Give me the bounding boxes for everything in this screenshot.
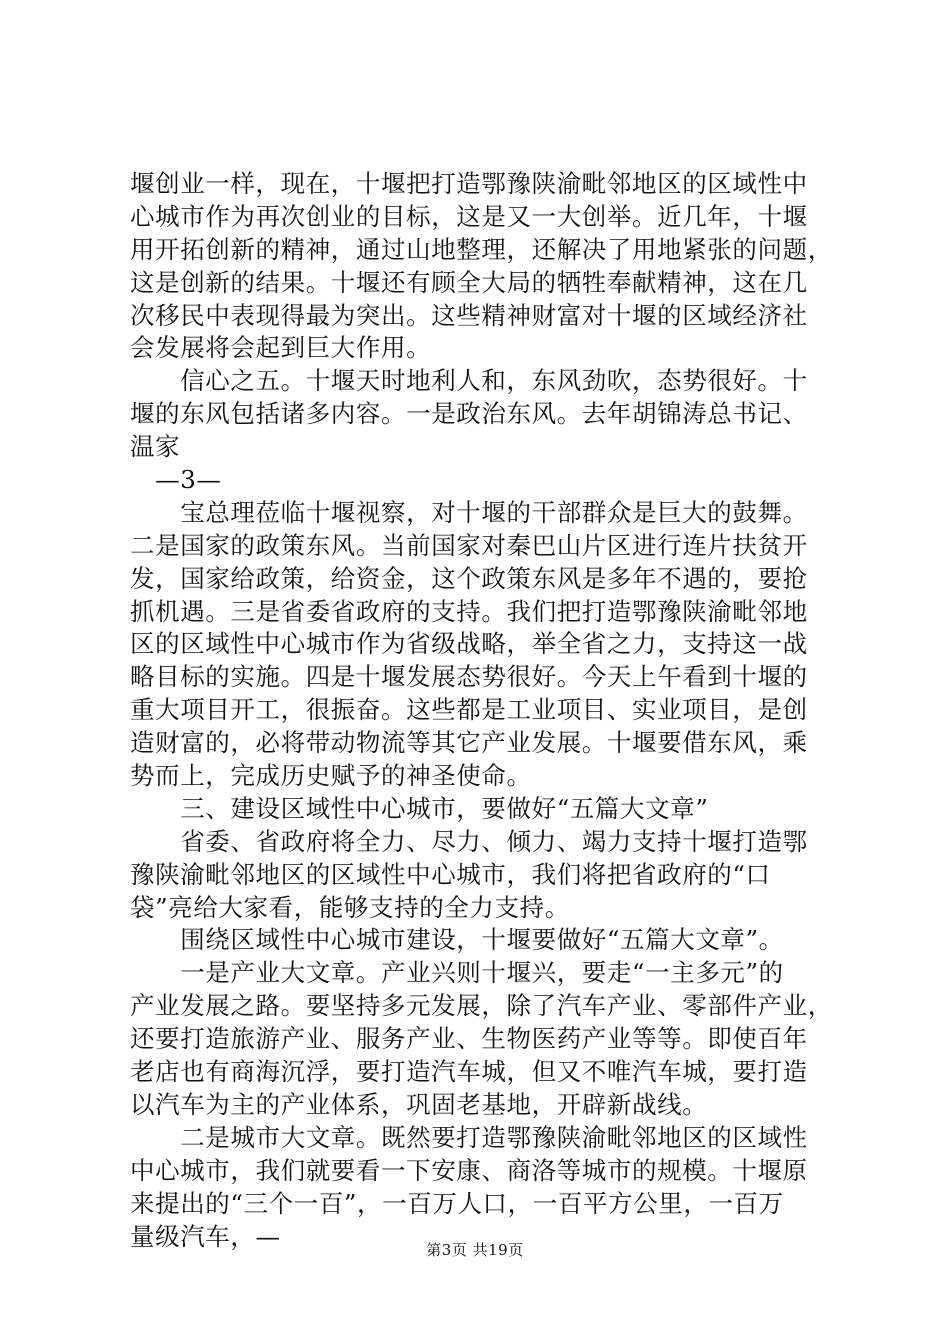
text-line: 老店也有商海沉浮，要打造汽车城，但又不唯汽车城，要打造	[130, 1057, 808, 1087]
text-line: 二是城市大文章。既然要打造鄂豫陕渝毗邻地区的区域性	[130, 1122, 808, 1152]
text-line: 袋”亮给大家看，能够支持的全力支持。	[130, 892, 570, 922]
text-line: 信心之五。十堰天时地利人和，东风劲吹，态势很好。十	[130, 366, 808, 396]
text-line: 区的区域性中心城市作为省级战略，举全省之力，支持这一战	[130, 629, 808, 659]
text-line: 中心城市，我们就要看一下安康、商洛等城市的规模。十堰原	[130, 1155, 808, 1185]
text-line: 重大项目开工，很振奋。这些都是工业项目、实业项目，是创	[130, 695, 808, 725]
text-line: 用开拓创新的精神，通过山地整理，还解决了用地紧张的问题，	[130, 234, 833, 264]
text-line: 三、建设区域性中心城市，要做好“五篇大文章”	[130, 793, 709, 823]
text-line: 会发展将会起到巨大作用。	[130, 333, 432, 363]
text-line: 豫陕渝毗邻地区的区域性中心城市，我们将把省政府的“口	[130, 859, 771, 889]
text-line: 以汽车为主的产业体系，巩固老基地，开辟新战线。	[130, 1089, 708, 1119]
text-line: 围绕区域性中心城市建设，十堰要做好“五篇大文章”。	[130, 925, 784, 955]
page-footer: 第3页 共19页	[426, 1241, 524, 1259]
text-line: 这是创新的结果。十堰还有顾全大局的牺牲奉献精神，这在几	[130, 267, 808, 297]
text-line: 省委、省政府将全力、尽力、倾力、竭力支持十堰打造鄂	[130, 826, 808, 856]
text-line: 造财富的，必将带动物流等其它产业发展。十堰要借东风，乘	[130, 728, 808, 758]
text-line: 心城市作为再次创业的目标，这是又一大创举。近几年，十堰	[130, 201, 808, 231]
text-line: 堰创业一样，现在，十堰把打造鄂豫陕渝毗邻地区的区域性中	[130, 169, 808, 198]
text-line: 势而上，完成历史赋予的神圣使命。	[130, 761, 532, 791]
text-line: 次移民中表现得最为突出。这些精神财富对十堰的区域经济社	[130, 300, 808, 330]
text-line: 来提出的“三个一百”，一百万人口，一百平方公里，一百万	[130, 1188, 784, 1218]
text-line: —3—	[130, 465, 222, 495]
text-line: 宝总理莅临十堰视察，对十堰的干部群众是巨大的鼓舞。	[130, 497, 808, 527]
text-line: 略目标的实施。四是十堰发展态势很好。今天上午看到十堰的	[130, 662, 808, 692]
text-line: 温家	[130, 432, 181, 462]
text-line: 还要打造旅游产业、服务产业、生物医药产业等等。即使百年	[130, 1024, 808, 1054]
text-line: 堰的东风包括诸多内容。一是政治东风。去年胡锦涛总书记、	[130, 399, 808, 429]
text-line: 一是产业大文章。产业兴则十堰兴，要走“一主多元”的	[130, 958, 784, 988]
text-line: 量级汽车，—	[130, 1221, 281, 1251]
text-line: 产业发展之路。要坚持多元发展，除了汽车产业、零部件产业，	[130, 991, 833, 1021]
text-line: 发，国家给政策，给资金，这个政策东风是多年不遇的，要抢	[130, 563, 808, 593]
document-body	[130, 168, 833, 1253]
text-line: 二是国家的政策东风。当前国家对秦巴山片区进行连片扶贫开	[130, 530, 808, 560]
text-line: 抓机遇。三是省委省政府的支持。我们把打造鄂豫陕渝毗邻地	[130, 596, 808, 626]
